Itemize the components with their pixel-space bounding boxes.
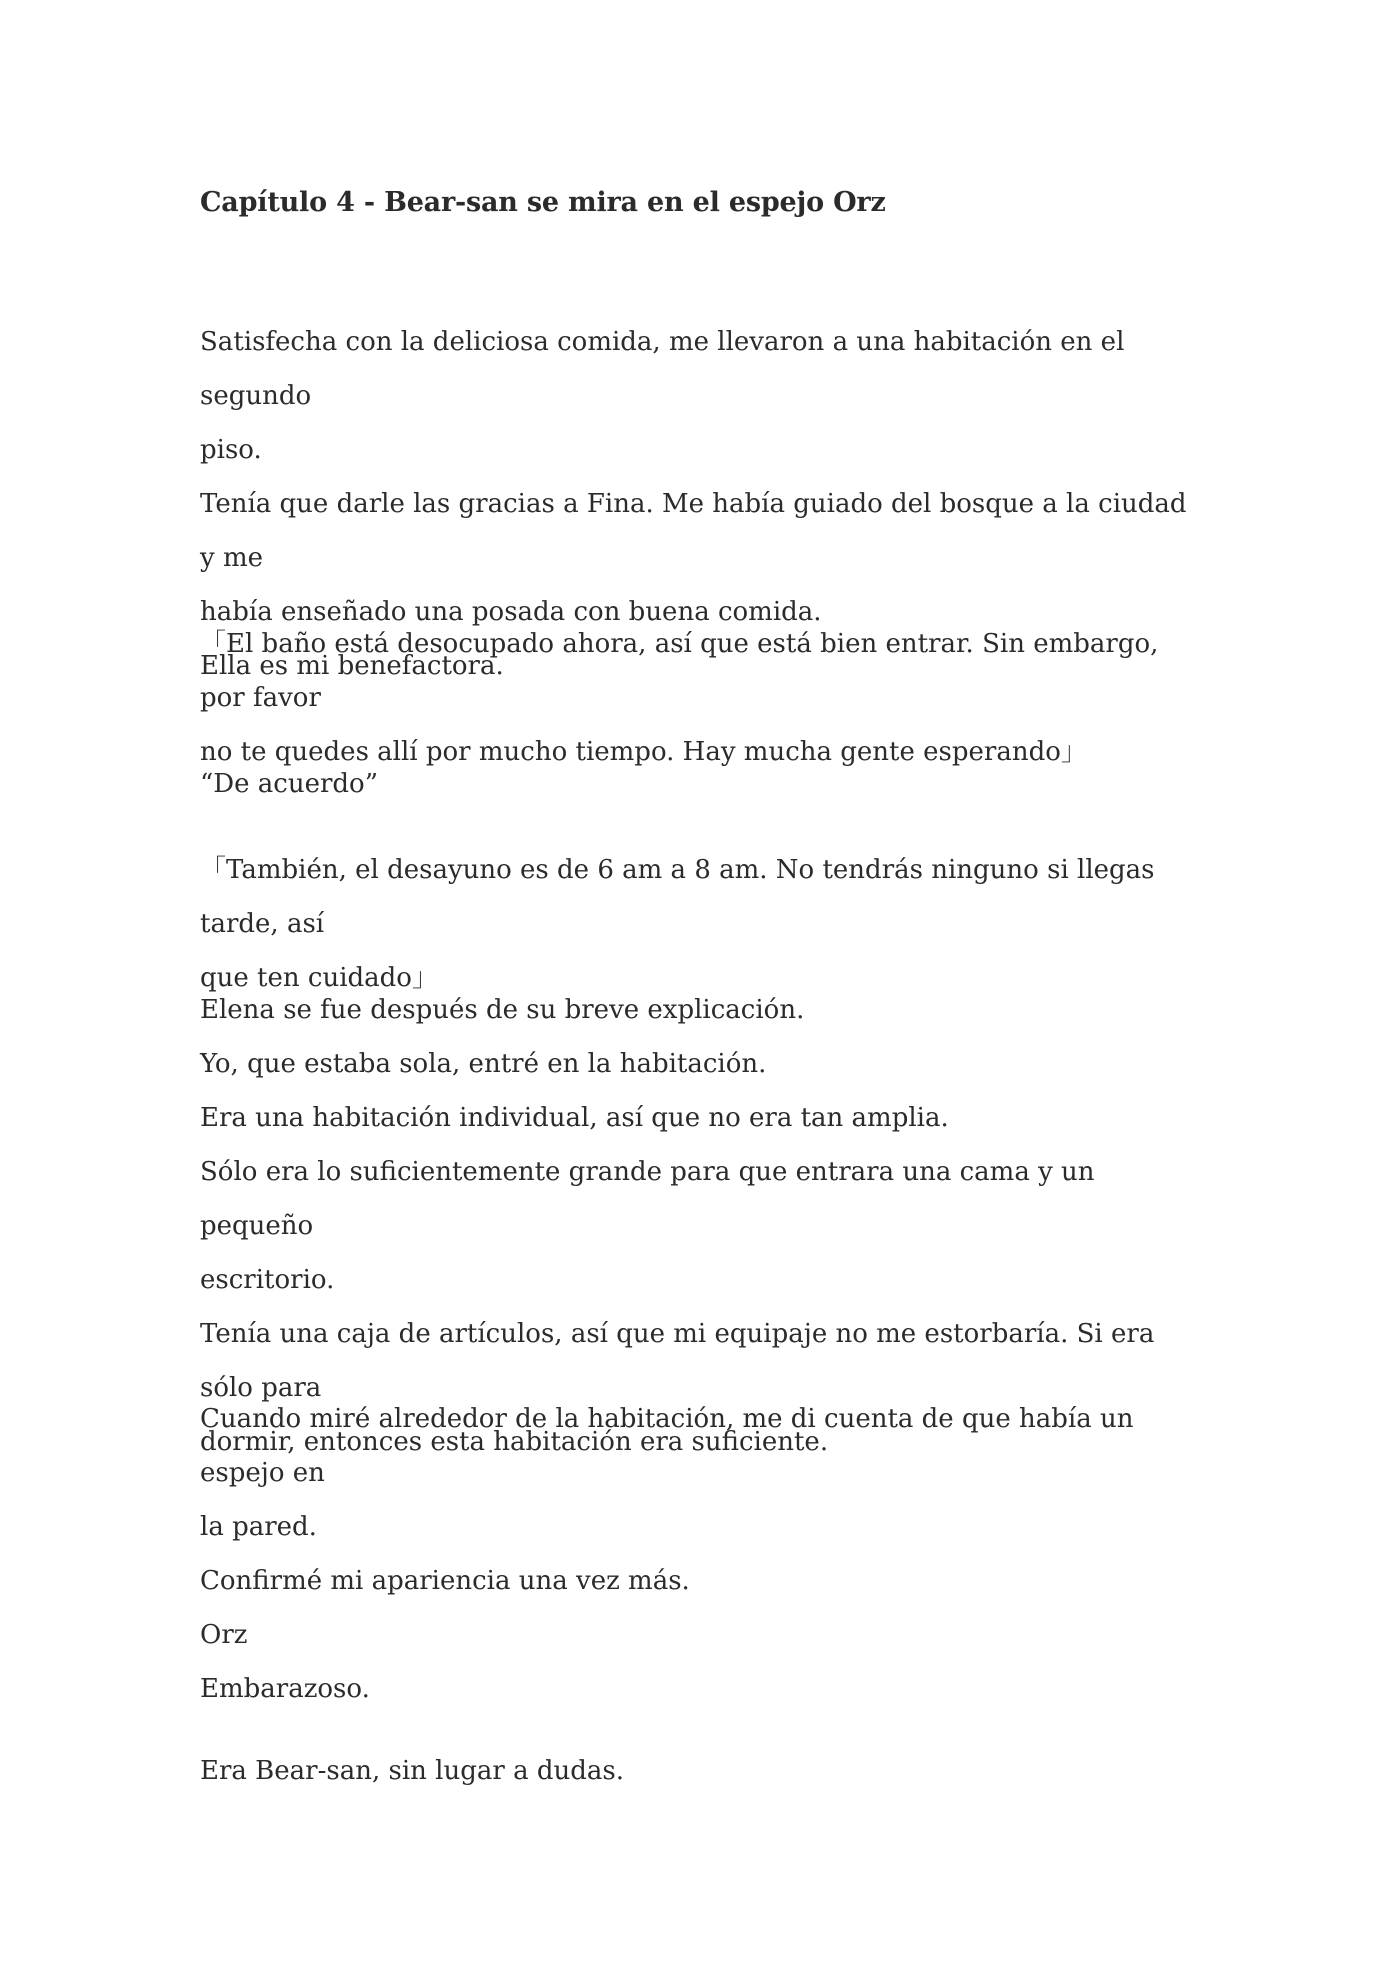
paragraph-breakfast-dialogue: 「También, el desayuno es de 6 am a 8 am. No tendrás ninguno si llegas tarde, así que ten cuidado」 — [200, 855, 1155, 993]
paragraph-arrival: Satisfecha con la deliciosa comida, me llevaron a una habitación en el segundo piso. Tenía que darle las gracias a Fina. Me había guiado del bosque a la ciudad y me había enseñado una posada con buena comida. Ella es mi benefactora. — [200, 327, 1187, 681]
paragraph-agreement: “De acuerdo” — [200, 769, 379, 799]
paragraph-room-description: Elena se fue después de su breve explicación. Yo, que estaba sola, entré en la habitación. Era una habitación individual, así que no era tan amplia. Sólo era lo suficientemente grande para que entrara una cama y un pequeño escritorio. Tenía una caja de artículos, así que mi equipaje no me estorbaría. Si era sólo para dormir, entonces esta habitación era suficiente. — [200, 995, 1155, 1457]
paragraph-mirror: Cuando miré alrededor de la habitación, me di cuenta de que había un espejo en la pared. Confirmé mi apariencia una vez más. Orz Embarazoso. — [200, 1404, 1134, 1704]
paragraph-conclusion: Era Bear-san, sin lugar a dudas. — [200, 1756, 624, 1786]
paragraph-bath-dialogue: 「El baño está desocupado ahora, así que está bien entrar. Sin embargo, por favor no te quedes allí por mucho tiempo. Hay mucha gente esperando」 — [200, 629, 1159, 767]
chapter-title: Capítulo 4 - Bear-san se mira en el espejo Orz — [200, 187, 886, 218]
